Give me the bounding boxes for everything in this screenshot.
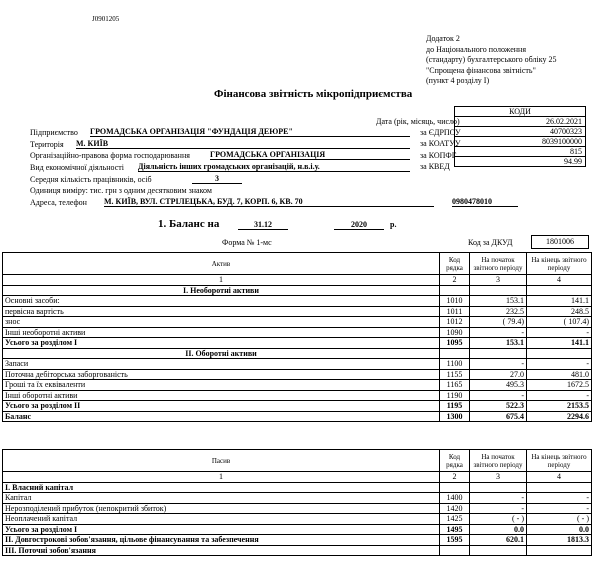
row-code: 1011 (440, 306, 470, 317)
row-end-value: 1813.3 (527, 535, 592, 546)
liabilities-section-row (3, 545, 592, 556)
dkud-value: 1801006 (531, 235, 589, 249)
row-code: 1420 (440, 503, 470, 514)
assets-section-row (3, 285, 592, 296)
territory-value: М. КИЇВ (76, 139, 410, 149)
row-start-value: 675.4 (470, 411, 527, 422)
row-start-value: 522.3 (470, 401, 527, 412)
assets-number-end: 4 (527, 275, 592, 286)
assets-header-row (3, 253, 592, 275)
row-start-value: 27.0 (470, 369, 527, 380)
assets-number-row (3, 275, 592, 286)
kved-value: 94.99 (455, 157, 586, 167)
liabilities-number-code: 2 (440, 472, 470, 483)
row-end-value: - (527, 503, 592, 514)
codes-table (454, 106, 586, 167)
unit-note: Одиниця виміру: тис. грн з одним десятковим знаком (30, 186, 212, 195)
legal-form-label: Організаційно-правова форма господарювання (30, 151, 190, 160)
balance-date: 31.12 (238, 220, 288, 230)
row-label: Основні засоби: (3, 296, 440, 307)
row-label: Усього за розділом II (3, 401, 440, 412)
row-start-value: 495.3 (470, 380, 527, 391)
row-end-value: 248.5 (527, 306, 592, 317)
row-code: 1425 (440, 514, 470, 525)
empty-cell (440, 348, 470, 359)
row-label: Баланс (3, 411, 440, 422)
table-row (3, 296, 592, 307)
date-label: Дата (рік, місяць, число) (376, 117, 460, 126)
empty-cell (470, 348, 527, 359)
employees-value: 3 (192, 174, 242, 184)
activity-label: Вид економічної діяльності (30, 163, 125, 172)
empty-cell (527, 285, 592, 296)
row-code: 1595 (440, 535, 470, 546)
assets-number-label: 1 (3, 275, 440, 286)
liabilities-section-row (3, 482, 592, 493)
codes-header: КОДИ (455, 107, 586, 117)
row-start-value: 620.1 (470, 535, 527, 546)
dkud-label: Код за ДКУД (468, 238, 513, 247)
row-end-value: 481.0 (527, 369, 592, 380)
row-code: 1010 (440, 296, 470, 307)
page-title: Фінансова звітність мікропідприємства (214, 88, 413, 100)
row-end-value: 1672.5 (527, 380, 592, 391)
table-row (3, 338, 592, 349)
row-label: Запаси (3, 359, 440, 370)
edrpou-label: за ЄДРПОУ (420, 128, 461, 137)
assets-number-start: 3 (470, 275, 527, 286)
table-row (3, 503, 592, 514)
table-row (3, 493, 592, 504)
kved-label: за КВЕД (420, 162, 450, 171)
row-code: 1155 (440, 369, 470, 380)
row-code: 1165 (440, 380, 470, 391)
activity-value: Діяльність інших громадських організацій, н.в.і.у. (138, 162, 410, 172)
assets-header-end: На кінець звітного періоду (527, 253, 592, 275)
row-label: первісна вартість (3, 306, 440, 317)
row-label: Гроші та їх еквіваленти (3, 380, 440, 391)
row-label: II. Довгострокові зобов'язання, цільове фінансування та забезпечення (3, 535, 440, 546)
row-label: Усього за розділом I (3, 338, 440, 349)
liabilities-number-end: 4 (527, 472, 592, 483)
employees-label: Середня кількість працівників, осіб (30, 175, 152, 184)
row-end-value: ( - ) (527, 514, 592, 525)
row-code: 1090 (440, 327, 470, 338)
assets-header-start: На початок звітного періоду (470, 253, 527, 275)
table-row (3, 327, 592, 338)
table-row (3, 535, 592, 546)
row-start-value: - (470, 359, 527, 370)
kopfg-label: за КОПФГ (420, 151, 457, 160)
empty-cell (470, 545, 527, 556)
document-code: J0901205 (92, 15, 120, 23)
section-title: I. Власний капітал (3, 482, 440, 493)
appendix-note (426, 34, 557, 87)
empty-cell (440, 545, 470, 556)
row-code: 1300 (440, 411, 470, 422)
phone-value: 0980478010 (452, 197, 518, 207)
table-row (3, 514, 592, 525)
empty-cell (440, 482, 470, 493)
empty-cell (470, 285, 527, 296)
row-start-value: ( - ) (470, 514, 527, 525)
row-end-value: ( 107.4) (527, 317, 592, 328)
row-code: 1100 (440, 359, 470, 370)
row-code: 1195 (440, 401, 470, 412)
row-label: Нерозподілений прибуток (непокритий збиток) (3, 503, 440, 514)
liabilities-header-end: На кінець звітного періоду (527, 450, 592, 472)
row-end-value: 141.1 (527, 296, 592, 307)
territory-label: Територія (30, 140, 64, 149)
row-code: 1012 (440, 317, 470, 328)
row-label: знос (3, 317, 440, 328)
empty-cell (527, 482, 592, 493)
row-start-value: - (470, 503, 527, 514)
assets-header-label: Актив (3, 253, 440, 275)
table-row (3, 380, 592, 391)
row-label: Неоплачений капітал (3, 514, 440, 525)
assets-header-code: Код рядка (440, 253, 470, 275)
kopfg-value: 815 (455, 147, 586, 157)
koatuu-label: за КОАТУУ (420, 139, 461, 148)
row-start-value: 232.5 (470, 306, 527, 317)
liabilities-header-start: На початок звітного періоду (470, 450, 527, 472)
row-end-value: 0.0 (527, 524, 592, 535)
row-code: 1400 (440, 493, 470, 504)
row-end-value: 2153.5 (527, 401, 592, 412)
liabilities-header-label: Пасив (3, 450, 440, 472)
liabilities-header-row (3, 450, 592, 472)
row-start-value: 153.1 (470, 338, 527, 349)
section-title: I. Необоротні активи (3, 285, 440, 296)
row-label: Інші необоротні активи (3, 327, 440, 338)
row-end-value: - (527, 390, 592, 401)
table-row (3, 306, 592, 317)
assets-section-row (3, 348, 592, 359)
form-label: Форма № 1-мс (222, 238, 272, 247)
table-row (3, 317, 592, 328)
balance-title: 1. Баланс на (158, 218, 220, 230)
enterprise-name: ГРОМАДСЬКА ОРГАНІЗАЦІЯ "ФУНДАЦІЯ ДЕЮРЕ" (90, 127, 410, 137)
appendix-line-5: (пункт 4 розділу I) (426, 76, 490, 85)
row-end-value: - (527, 327, 592, 338)
empty-cell (470, 482, 527, 493)
row-end-value: - (527, 493, 592, 504)
empty-cell (527, 348, 592, 359)
row-start-value: 0.0 (470, 524, 527, 535)
row-start-value: 153.1 (470, 296, 527, 307)
edrpou-value: 40700323 (455, 127, 586, 137)
row-code: 1190 (440, 390, 470, 401)
row-end-value: - (527, 359, 592, 370)
table-row (3, 401, 592, 412)
appendix-line-2: до Національного положення (426, 44, 526, 54)
row-end-value: 141.1 (527, 338, 592, 349)
liabilities-number-start: 3 (470, 472, 527, 483)
liabilities-table (2, 449, 592, 556)
date-value: 26.02.2021 (455, 117, 586, 127)
row-label: Капітал (3, 493, 440, 504)
table-row (3, 369, 592, 380)
row-label: Поточна дебіторська заборгованість (3, 369, 440, 380)
address-value: М. КИЇВ, ВУЛ. СТРІЛЕЦЬКА, БУД. 7, КОРП. 6, КВ. 70 (104, 197, 434, 207)
section-title: II. Оборотні активи (3, 348, 440, 359)
row-start-value: - (470, 327, 527, 338)
appendix-line-3: (стандарту) бухгалтерського обліку 25 (426, 55, 557, 64)
liabilities-number-row (3, 472, 592, 483)
table-row (3, 390, 592, 401)
row-label: Усього за розділом I (3, 524, 440, 535)
section-title: III. Поточні зобов'язання (3, 545, 440, 556)
table-row (3, 359, 592, 370)
row-code: 1095 (440, 338, 470, 349)
empty-cell (527, 545, 592, 556)
enterprise-label: Підприємство (30, 128, 78, 137)
legal-form-value: ГРОМАДСЬКА ОРГАНІЗАЦІЯ (210, 150, 410, 160)
balance-year-suffix: р. (390, 220, 397, 229)
row-start-value: - (470, 493, 527, 504)
liabilities-header-code: Код рядка (440, 450, 470, 472)
assets-number-code: 2 (440, 275, 470, 286)
table-row (3, 411, 592, 422)
liabilities-number-label: 1 (3, 472, 440, 483)
row-start-value: ( 79.4) (470, 317, 527, 328)
appendix-line-4: "Спрощена фінансова звітність" (426, 65, 536, 75)
row-code: 1495 (440, 524, 470, 535)
empty-cell (440, 285, 470, 296)
table-row (3, 524, 592, 535)
address-label: Адреса, телефон (30, 198, 87, 207)
row-label: Інші оборотні активи (3, 390, 440, 401)
balance-year: 2020 (334, 220, 384, 230)
row-end-value: 2294.6 (527, 411, 592, 422)
row-start-value: - (470, 390, 527, 401)
assets-table (2, 252, 592, 422)
appendix-line-1: Додаток 2 (426, 34, 460, 43)
koatuu-value: 8039100000 (455, 137, 586, 147)
